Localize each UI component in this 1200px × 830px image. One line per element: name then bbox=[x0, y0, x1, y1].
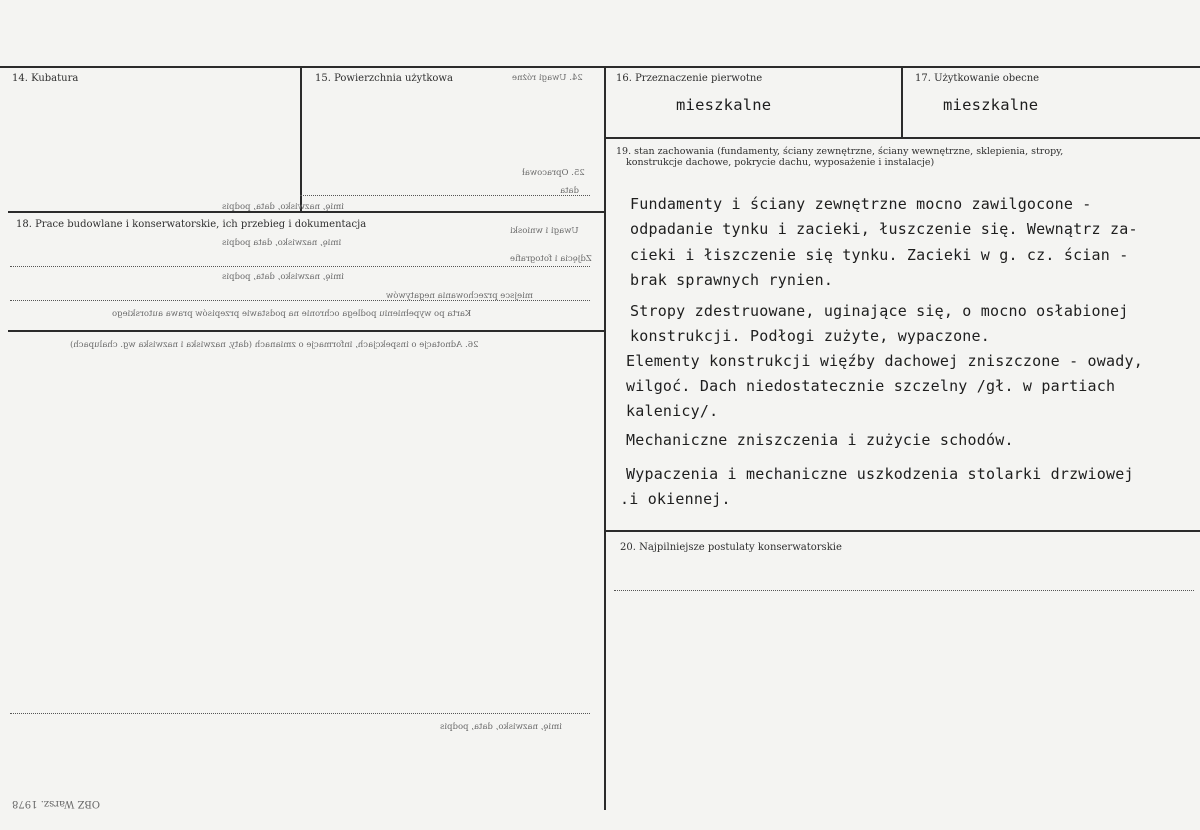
bleed-through-text: data bbox=[560, 186, 579, 196]
bleed-through-text: imię, nazwisko, data, podpis bbox=[440, 722, 562, 732]
print-mark: OBZ Warsz. 1978 bbox=[12, 798, 101, 809]
value-przeznaczenie-pierwotne: mieszkalne bbox=[676, 96, 772, 114]
field-19-label-line1: 19. stan zachowania (fundamenty, ściany zewnętrzne, ściany wewnętrzne, sklepienia, stropy, bbox=[616, 146, 1064, 157]
bleed-through-text: 24. Uwagi różne bbox=[512, 73, 583, 83]
stan-line: cieki i łiszczenie się tynku. Zacieki w g. cz. ścian - bbox=[630, 246, 1129, 264]
dotted-line bbox=[10, 713, 590, 714]
rule-above-20 bbox=[604, 530, 1200, 532]
stan-line: .i okiennej. bbox=[620, 490, 731, 508]
divider-16-17 bbox=[901, 66, 903, 138]
bleed-through-text: imię, nazwisko, data podpis bbox=[222, 238, 342, 248]
bleed-through-text: Zdjęcia i fotografie bbox=[510, 254, 592, 264]
stan-line: Mechaniczne zniszczenia i zużycie schodów. bbox=[626, 431, 1014, 449]
dotted-line bbox=[10, 266, 590, 267]
stan-line: Elementy konstrukcji więźby dachowej zniszczone - owady, bbox=[626, 352, 1143, 370]
stan-line: konstrukcji. Podłogi zużyte, wypaczone. bbox=[630, 327, 990, 345]
field-20-label: 20. Najpilniejsze postulaty konserwatorskie bbox=[620, 542, 842, 553]
value-uzytkowanie-obecne: mieszkalne bbox=[943, 96, 1039, 114]
dotted-line bbox=[300, 195, 590, 196]
stan-line: Fundamenty i ściany zewnętrzne mocno zawilgocone - bbox=[630, 195, 1092, 213]
top-rule bbox=[0, 66, 1200, 68]
bleed-through-text: 25. Opracował bbox=[522, 168, 585, 178]
stan-line: odpadanie tynku i zacieki, łuszczenie się. Wewnątrz za- bbox=[630, 220, 1138, 238]
bleed-through-text: miejsce przechowania negatywów bbox=[386, 291, 533, 301]
dotted-line bbox=[614, 590, 1194, 591]
field-19-label-line2: konstrukcje dachowe, pokrycie dachu, wyposażenie i instalacje) bbox=[626, 157, 935, 168]
field-14-label: 14. Kubatura bbox=[12, 73, 79, 84]
center-divider bbox=[604, 66, 606, 810]
field-15-label: 15. Powierzchnia użytkowa bbox=[315, 73, 453, 84]
stan-line: wilgoć. Dach niedostatecznie szczelny /gł. w partiach bbox=[626, 377, 1116, 395]
field-18-label: 18. Prace budowlane i konserwatorskie, ich przebieg i dokumentacja bbox=[16, 219, 367, 230]
bleed-through-text: Uwagi i wnioski bbox=[510, 226, 579, 236]
stan-line: Stropy zdestruowane, uginające się, o mocno osłabionej bbox=[630, 302, 1129, 320]
bleed-through-text: imię, nazwisko, data, podpis bbox=[222, 272, 344, 282]
field-17-label: 17. Użytkowanie obecne bbox=[915, 73, 1040, 84]
divider-14-15 bbox=[300, 66, 302, 212]
rule-above-26 bbox=[8, 330, 604, 332]
bleed-through-text: imię, nazwisko, data, podpis bbox=[222, 202, 344, 212]
stan-line: brak sprawnych rynien. bbox=[630, 271, 834, 289]
stan-line: Wypaczenia i mechaniczne uszkodzenia stolarki drzwiowej bbox=[626, 465, 1134, 483]
stan-line: kalenicy/. bbox=[626, 402, 719, 420]
field-16-label: 16. Przeznaczenie pierwotne bbox=[616, 73, 763, 84]
bleed-through-text: Karta po wypełnieniu podlega ochronie na podstawie przepisów prawa autorskiego bbox=[112, 309, 472, 319]
bleed-through-text: 26. Adnotacje o inspekcjach, informacje o zmianach (daty, nazwiska i nazwiska wg. chalupach) bbox=[70, 340, 479, 350]
